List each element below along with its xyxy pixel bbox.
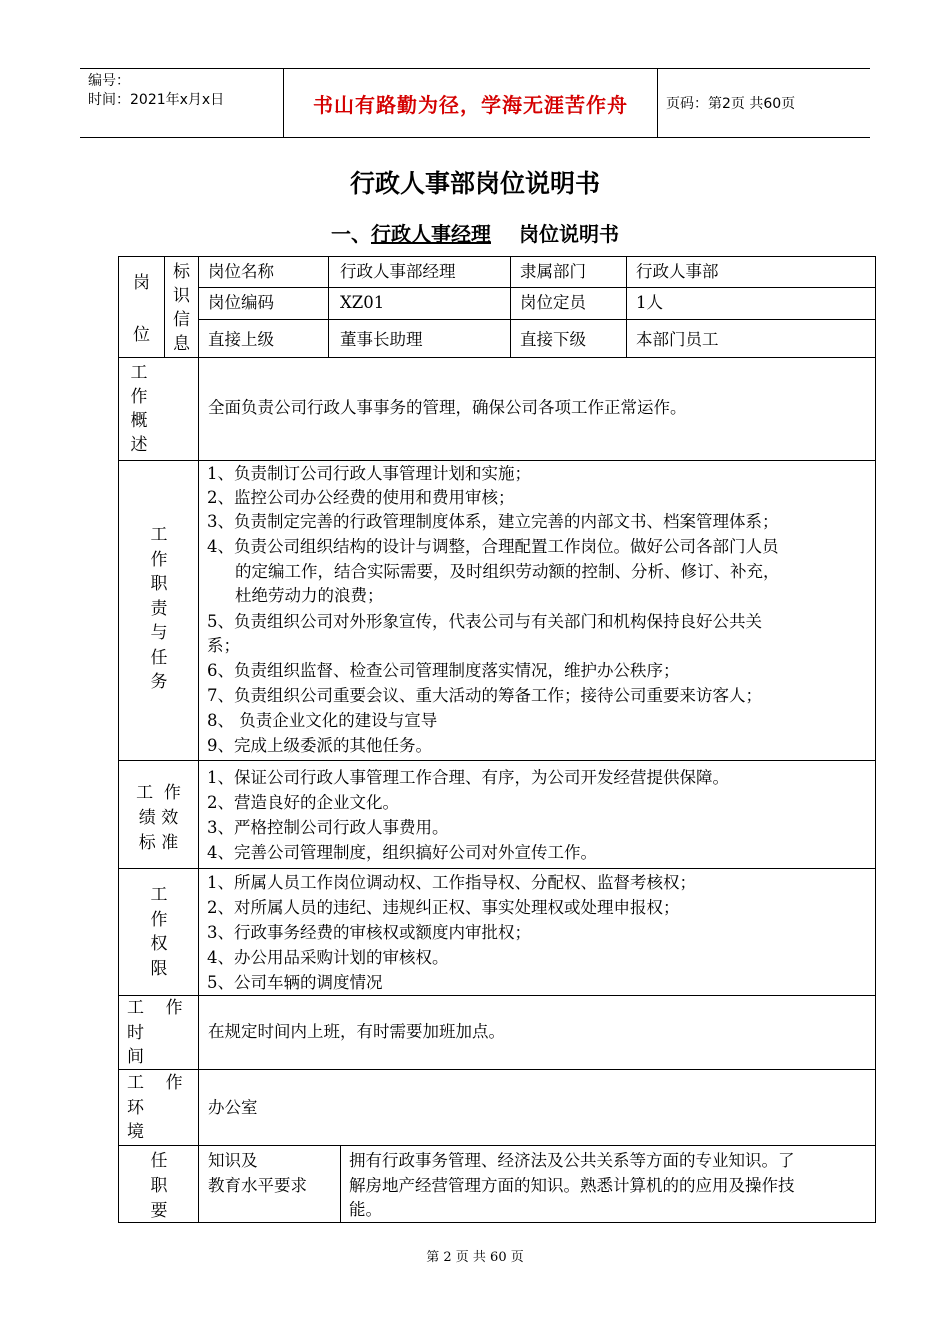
header-motto: 书山有路勤为径，学海无涯苦作舟	[283, 69, 658, 137]
performance-label-line: 工 作	[136, 783, 181, 803]
id-info-section-cell	[164, 256, 199, 358]
cell-department-value: 行政人事部	[626, 256, 876, 288]
qual-text-line: 解房地产经营管理方面的知识。熟悉计算机的的应用及操作技	[349, 1176, 795, 1195]
section-title-position: 行政人事经理	[371, 222, 491, 246]
duty-item: 4、负责公司组织结构的设计与调整，合理配置工作岗位。做好公司各部门人员	[207, 537, 779, 556]
qual-sub-label-line: 教育水平要求	[208, 1176, 307, 1195]
duty-item: 5、负责组织公司对外形象宣传，代表公司与有关部门和机构保持良好公共关	[207, 612, 762, 631]
page-footer: 第 2 页 共 60 页	[426, 1250, 524, 1265]
authority-item: 5、公司车辆的调度情况	[207, 973, 383, 992]
summary-value-cell	[198, 357, 876, 461]
header-meta	[80, 69, 283, 137]
duty-item: 3、负责制定完善的行政管理制度体系，建立完善的内部文书、档案管理体系；	[207, 512, 779, 531]
hours-label-line: 时	[127, 1023, 144, 1043]
hours-label-line: 间	[127, 1047, 144, 1067]
authority-label-cell	[118, 868, 199, 996]
env-value-cell	[198, 1069, 876, 1146]
duties-value-cell	[198, 460, 876, 761]
cell-position-name-label: 岗位名称	[198, 256, 329, 288]
cell-position-code-value: XZ01	[328, 287, 511, 320]
duty-item: 8、 负责企业文化的建设与宣导	[207, 711, 438, 730]
authority-item: 3、行政事务经费的审核权或额度内审批权；	[207, 923, 531, 942]
section-title-suffix: 岗位说明书	[519, 222, 619, 246]
qual-sub-label-cell	[198, 1145, 341, 1223]
performance-item: 1、保证公司行政人事管理工作合理、有序，为公司开发经营提供保障。	[207, 768, 729, 787]
cell-subordinate-label: 直接下级	[510, 319, 627, 358]
env-text: 办公室	[208, 1098, 258, 1117]
duty-item: 9、完成上级委派的其他任务。	[207, 736, 432, 755]
document-title: 行政人事部岗位说明书	[349, 169, 600, 198]
cell-department-label: 隶属部门	[510, 256, 627, 288]
performance-label-line: 标 准	[138, 833, 179, 853]
authority-item: 2、对所属人员的违纪、违规纠正权、事实处理权或处理申报权；	[207, 898, 680, 917]
qual-text-line: 拥有行政事务管理、经济法及公共关系等方面的专业知识。了	[349, 1151, 795, 1170]
cell-subordinate-value: 本部门员工	[626, 319, 876, 358]
position-section-cell	[118, 256, 165, 358]
qual-sub-label-line: 知识及	[208, 1151, 258, 1170]
position-label-top: 岗	[133, 273, 150, 293]
hours-label-line: 工 作	[127, 998, 183, 1018]
section-title	[0, 218, 950, 247]
performance-item: 3、严格控制公司行政人事费用。	[207, 818, 449, 837]
hours-value-cell	[198, 995, 876, 1070]
qual-value-cell	[340, 1145, 876, 1223]
performance-label-cell	[118, 760, 199, 869]
cell-headcount-label: 岗位定员	[510, 287, 627, 320]
summary-label: 工作概述	[130, 363, 148, 455]
position-label-bottom: 位	[133, 325, 150, 345]
authority-label: 工作权限	[150, 885, 168, 979]
duty-item: 1、负责制订公司行政人事管理计划和实施；	[207, 464, 531, 483]
env-label-line: 工 作	[127, 1073, 183, 1093]
duty-item-continued: 的定编工作，结合实际需要，及时组织劳动额的控制、分析、修订、补充，	[235, 562, 780, 581]
summary-text: 全面负责公司行政人事事务的管理，确保公司各项工作正常运作。	[208, 398, 687, 417]
number-label: 编号：	[88, 73, 130, 89]
cell-superior-label: 直接上级	[198, 319, 329, 358]
duty-item: 2、监控公司办公经费的使用和费用审核；	[207, 488, 515, 507]
qual-label-line: 任	[150, 1151, 168, 1171]
authority-item: 4、办公用品采购计划的审核权。	[207, 948, 449, 967]
duty-item-continued: 系；	[207, 636, 240, 655]
hours-text: 在规定时间内上班，有时需要加班加点。	[208, 1022, 505, 1041]
cell-position-name-value: 行政人事部经理	[328, 256, 511, 288]
cell-position-code-label: 岗位编码	[198, 287, 329, 320]
qual-label-line: 要	[150, 1201, 168, 1221]
env-label-line: 境	[127, 1122, 144, 1142]
performance-value-cell	[198, 760, 876, 869]
duty-item: 7、负责组织公司重要会议、重大活动的筹备工作；接待公司重要来访客人；	[207, 686, 762, 705]
qual-label-cell	[118, 1145, 199, 1223]
performance-item: 2、营造良好的企业文化。	[207, 793, 399, 812]
duty-item-continued: 杜绝劳动力的浪费；	[235, 586, 384, 605]
authority-value-cell	[198, 868, 876, 996]
qual-label-line: 职	[150, 1176, 168, 1196]
cell-superior-value: 董事长助理	[328, 319, 511, 358]
qual-text-line: 能。	[349, 1200, 382, 1219]
time-label: 时间：2021年x月x日	[88, 92, 225, 108]
hours-label-cell	[118, 995, 199, 1070]
performance-label-line: 绩 效	[138, 808, 179, 828]
env-label-line: 环	[127, 1098, 144, 1118]
duties-label-cell	[118, 460, 199, 761]
performance-item: 4、完善公司管理制度，组织搞好公司对外宣传工作。	[207, 843, 597, 862]
env-label-cell	[118, 1069, 199, 1146]
id-info-label: 标识信息	[173, 262, 190, 354]
page-header	[80, 68, 870, 138]
duty-item: 6、负责组织监督、检查公司管理制度落实情况，维护办公秩序；	[207, 661, 680, 680]
header-page-info: 页码：第2页 共60页	[666, 96, 796, 112]
authority-item: 1、所属人员工作岗位调动权、工作指导权、分配权、监督考核权；	[207, 873, 696, 892]
cell-headcount-value: 1人	[626, 287, 876, 320]
summary-label-cell	[118, 357, 199, 461]
duties-label: 工作职责与任务	[150, 525, 168, 692]
section-title-prefix: 一、	[331, 222, 371, 246]
